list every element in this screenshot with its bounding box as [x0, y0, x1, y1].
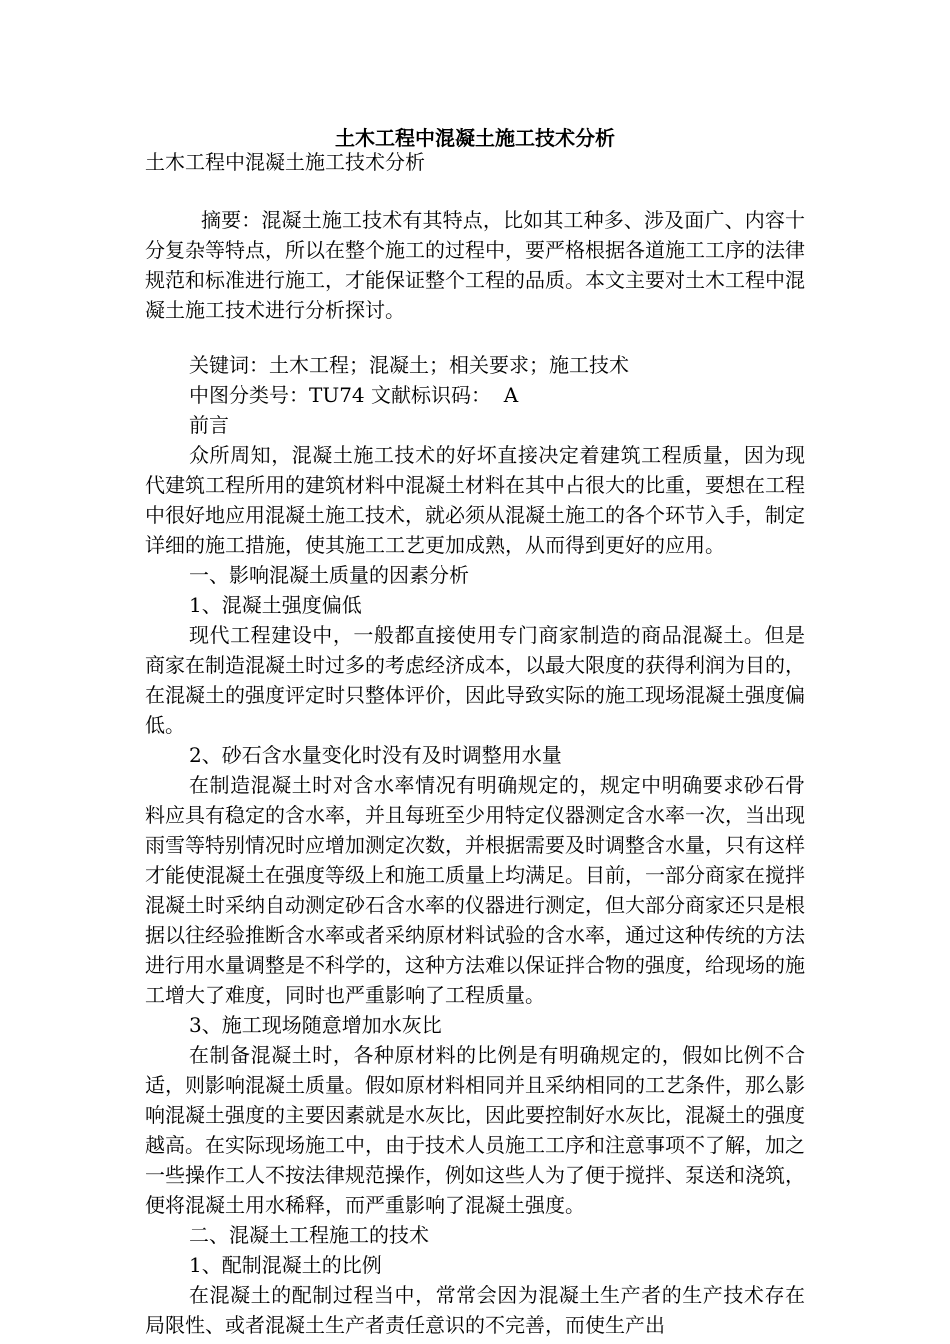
section-1-3-heading: 3、施工现场随意增加水灰比 [189, 1013, 442, 1037]
section-1-1-heading: 1、混凝土强度偏低 [189, 593, 362, 617]
section-1-1-paragraph: 现代工程建设中，一般都直接使用专门商家制造的商品混凝土。但是商家在制造混凝土时过多的考虑经济成本，以最大限度的获得利润为目的，在混凝土的强度评定时只整体评价，因此导致实际的施工现场混凝土强度偏低。 [145, 623, 805, 737]
section-1-2-heading: 2、砂石含水量变化时没有及时调整用水量 [189, 743, 562, 767]
abstract-paragraph: 摘要：混凝土施工技术有其特点，比如其工种多、涉及面广、内容十分复杂等特点，所以在整个施工的过程中，要严格根据各道施工工序的法律规范和标准进行施工，才能保证整个工程的品质。本文主要对土木工程中混凝土施工技术进行分析探讨。 [145, 208, 805, 322]
preface-heading: 前言 [189, 413, 229, 437]
section-1-2-paragraph: 在制造混凝土时对含水率情况有明确规定的，规定中明确要求砂石骨料应具有稳定的含水率，并且每班至少用特定仪器测定含水率一次，当出现雨雪等特别情况时应增加测定次数，并根据需要及时调整含水量，只有这样才能使混凝土在强度等级上和施工质量上均满足。目前，一部分商家在搅拌混凝土时采纳自动测定砂石含水率的仪器进行测定，但大部分商家还只是根据以往经验推断含水率或者采纳原材料试验的含水率，通过这种传统的方法进行用水量调整是不科学的，这种方法难以保证拌合物的强度，给现场的施工增大了难度，同时也严重影响了工程质量。 [145, 773, 805, 1007]
section-2-1-heading: 1、配制混凝土的比例 [189, 1253, 382, 1277]
document-title: 土木工程中混凝土施工技术分析 [335, 126, 615, 150]
preface-paragraph: 众所周知，混凝土施工技术的好坏直接决定着建筑工程质量，因为现代建筑工程所用的建筑材料中混凝土材料在其中占很大的比重，要想在工程中很好地应用混凝土施工技术，就必须从混凝土施工的各个环节入手，制定详细的施工措施，使其施工工艺更加成熟，从而得到更好的应用。 [145, 443, 805, 557]
document-body [145, 147, 805, 1340]
section-1-3-paragraph: 在制备混凝土时，各种原材料的比例是有明确规定的，假如比例不合适，则影响混凝土质量。假如原材料相同并且采纳相同的工艺条件，那么影响混凝土强度的主要因素就是水灰比，因此要控制好水灰比，混凝土的强度越高。在实际现场施工中，由于技术人员施工工序和注意事项不了解，加之一些操作工人不按法律规范操作，例如这些人为了便于搅拌、泵送和浇筑，便将混凝土用水稀释，而严重影响了混凝土强度。 [145, 1043, 805, 1217]
section-2-1-paragraph: 在混凝土的配制过程当中，常常会因为混凝土生产者的生产技术存在局限性、或者混凝土生产者责任意识的不完善，而使生产出 [145, 1283, 805, 1337]
section-2-heading: 二、混凝土工程施工的技术 [189, 1223, 429, 1247]
classification-line: 中图分类号：TU74 文献标识码： A [189, 383, 519, 407]
keywords-line: 关键词：土木工程；混凝土；相关要求；施工技术 [189, 353, 629, 377]
section-1-heading: 一、影响混凝土质量的因素分析 [189, 563, 469, 587]
document-subtitle: 土木工程中混凝土施工技术分析 [145, 150, 425, 174]
